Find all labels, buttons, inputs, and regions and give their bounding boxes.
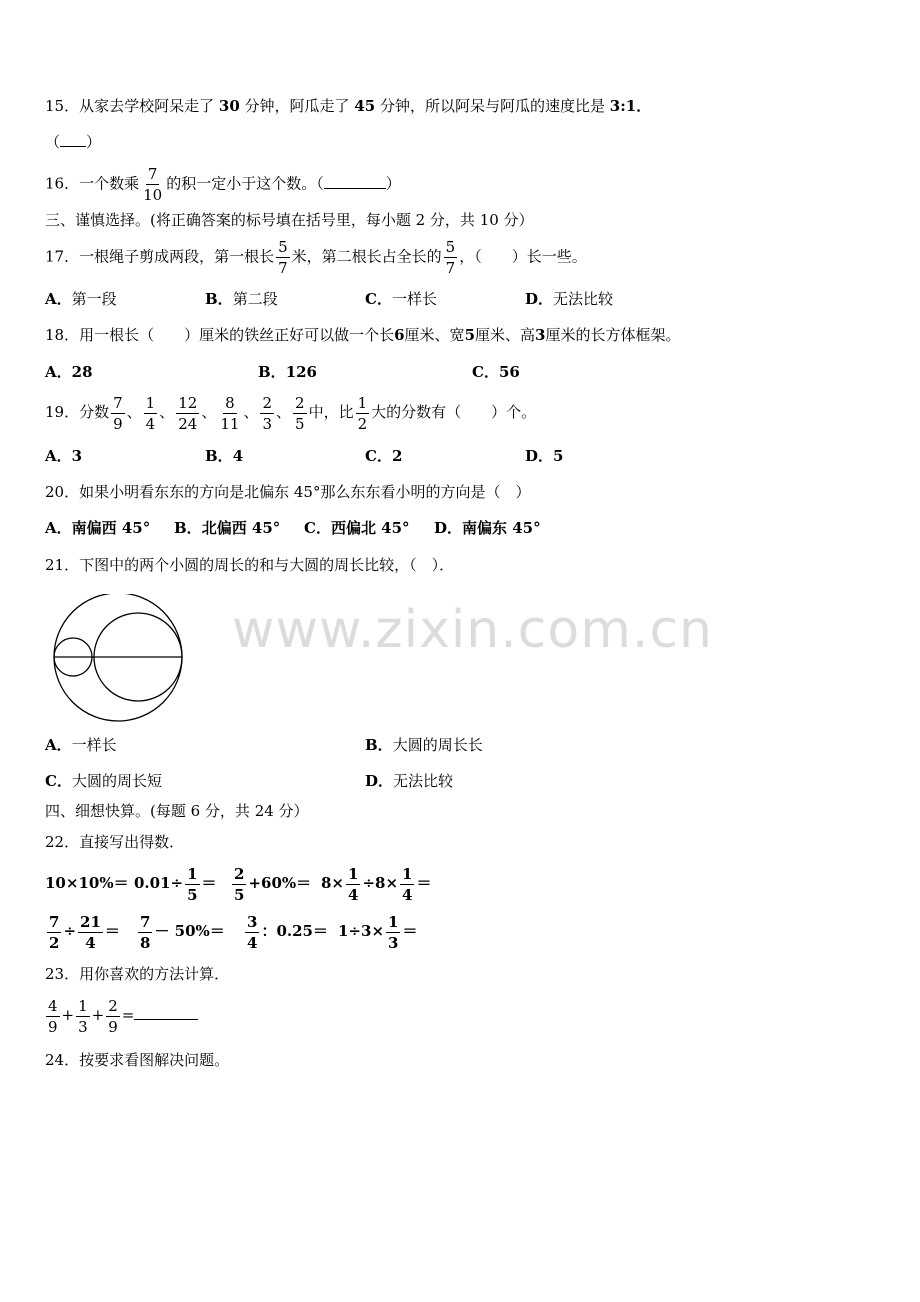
q19-half-num: 1 <box>357 393 368 412</box>
q21-option-c-key: C． <box>45 772 72 790</box>
q22-row1-expr-b <box>134 863 217 904</box>
q23-frac-3 <box>106 997 120 1036</box>
q22-r1-c-text: +60%＝ <box>248 874 312 892</box>
q20-option-c-key: C． <box>304 519 331 537</box>
q17-text-2: 米，第二根长占全长的 <box>291 247 442 266</box>
q22-r1-b-eq: ＝ <box>201 874 217 892</box>
q22-r1-d-frac-2 <box>400 865 414 904</box>
q16-text-1: 一个数乘 <box>79 174 140 193</box>
q17-option-c-text: 一样长 <box>391 290 437 308</box>
q17-option-a-key: A． <box>45 290 72 308</box>
q19-f4-num: 8 <box>225 393 235 412</box>
q22-row2-expr-b <box>136 911 225 952</box>
q19-fraction-4 <box>218 394 241 433</box>
q16-text-3: ） <box>385 174 401 193</box>
q17-f2-den: 7 <box>445 259 456 277</box>
q17-option-b-key: B． <box>205 290 233 308</box>
q23-f2-den: 3 <box>78 1017 88 1036</box>
q19-sep-3: 、 <box>201 403 217 421</box>
q17-option-c[interactable] <box>365 289 437 309</box>
q19-f6-den: 5 <box>295 414 305 433</box>
question-24 <box>45 1050 229 1070</box>
q19-fraction-half <box>356 394 370 433</box>
q21-option-a-key: A． <box>45 736 72 754</box>
q22-r2-a-den-2: 4 <box>85 933 96 952</box>
q23-f2-num: 1 <box>78 996 88 1015</box>
q19-f2-den: 4 <box>145 414 156 433</box>
q17-f1-num: 5 <box>278 238 288 256</box>
q22-r2-d-den: 3 <box>388 933 399 952</box>
q16-answer-blank[interactable] <box>324 174 386 189</box>
q23-expression <box>44 995 198 1036</box>
q22-r1-d-num-1: 1 <box>348 864 359 883</box>
q17-option-b-text: 第二段 <box>232 290 278 308</box>
q21-option-c[interactable] <box>45 771 162 791</box>
q18-option-a[interactable] <box>45 362 93 382</box>
q22-r2-d-eq: ＝ <box>402 922 418 940</box>
question-17 <box>45 238 587 277</box>
q22-r1-d-den-2: 4 <box>402 885 413 904</box>
q18-text-4: 厘米的长方体框架。 <box>545 326 681 344</box>
q15-num-30: 30 <box>218 97 240 115</box>
q17-number: 17． <box>45 247 80 266</box>
q21-option-b-text: 大圆的周长长 <box>392 736 483 754</box>
q18-option-b[interactable] <box>258 362 317 382</box>
q22-r1-d-frac-1 <box>346 865 360 904</box>
q15-paren-left: （ <box>45 133 61 151</box>
q19-option-d-key: D． <box>525 447 554 465</box>
q17-fraction-2 <box>444 238 458 277</box>
q20-option-b-key: B． <box>174 519 202 537</box>
q23-frac-2 <box>76 997 90 1036</box>
question-16 <box>45 165 401 204</box>
q19-sep-4: 、 <box>243 403 259 421</box>
q18-num-width: 5 <box>464 326 475 344</box>
q20-option-b-text: 北偏西 45° <box>201 519 281 537</box>
q22-r1-b-den: 5 <box>187 885 198 904</box>
q19-text-2: 中，比 <box>308 403 354 421</box>
q18-option-b-key: B． <box>258 363 286 381</box>
q21-option-b-key: B． <box>365 736 393 754</box>
q19-sep-2: 、 <box>159 403 175 421</box>
q18-option-a-text: 28 <box>71 363 93 381</box>
q22-r2-c-text: ：0.25＝ <box>261 922 328 940</box>
q21-option-a-text: 一样长 <box>71 736 117 754</box>
q20-option-c[interactable] <box>304 518 410 538</box>
q19-option-a-text: 3 <box>71 447 83 465</box>
q22-r2-d-text: 1÷3× <box>338 922 385 940</box>
q23-text-1: 用你喜欢的方法计算． <box>79 965 230 983</box>
q23-number: 23． <box>45 965 80 983</box>
q17-f1-den: 7 <box>278 259 288 277</box>
q15-text-1: 从家去学校阿呆走了 <box>79 97 215 115</box>
q20-option-a-text: 南偏西 45° <box>71 519 151 537</box>
q18-num-height: 3 <box>535 326 546 344</box>
q17-option-a[interactable] <box>45 289 117 309</box>
q19-f5-den: 3 <box>262 414 272 433</box>
q15-num-45: 45 <box>354 97 376 115</box>
q23-f3-num: 2 <box>108 996 118 1015</box>
q17-option-b[interactable] <box>205 289 278 309</box>
q20-option-c-text: 西偏北 45° <box>330 519 410 537</box>
q19-option-b[interactable] <box>205 446 243 466</box>
question-15 <box>45 96 651 116</box>
q22-r2-b-text: － 50%＝ <box>154 922 225 940</box>
q22-r1-d-text-2: ÷8× <box>362 874 399 892</box>
q21-number: 21． <box>45 556 80 574</box>
q19-option-c-key: C． <box>365 447 392 465</box>
q17-option-c-key: C． <box>365 290 392 308</box>
q19-f6-num: 2 <box>295 393 305 412</box>
q19-half-den: 2 <box>357 414 368 433</box>
q19-number: 19． <box>45 403 80 421</box>
q19-f4-den: 11 <box>220 414 240 433</box>
q19-text-3: 大的分数有（ ）个。 <box>371 403 537 421</box>
q22-r2-d-frac <box>386 913 400 952</box>
q15-end: ． <box>636 97 652 115</box>
q19-option-b-text: 4 <box>232 447 244 465</box>
q22-r2-a-op: ÷ <box>63 922 77 940</box>
q20-number: 20． <box>45 483 80 501</box>
q23-f1-den: 9 <box>48 1017 58 1036</box>
q22-r2-b-den: 8 <box>140 933 151 952</box>
q21-option-d[interactable] <box>365 771 453 791</box>
q16-frac-den: 10 <box>143 186 163 204</box>
q18-option-c[interactable] <box>472 362 520 382</box>
q21-option-b[interactable] <box>365 735 483 755</box>
q22-r1-b-frac <box>185 865 199 904</box>
q23-plus-2: + <box>91 1006 105 1024</box>
q18-text-2: 厘米、宽 <box>404 326 465 344</box>
q23-plus-1: + <box>61 1006 75 1024</box>
q19-fraction-5 <box>260 394 274 433</box>
q23-answer-blank[interactable] <box>134 1005 198 1020</box>
q20-option-d[interactable] <box>434 518 541 538</box>
q15-text-2: 分钟，阿瓜走了 <box>244 97 350 115</box>
q17-option-a-text: 第一段 <box>71 290 117 308</box>
q19-option-c[interactable] <box>365 446 402 466</box>
q22-r2-b-num: 7 <box>140 912 151 931</box>
q19-f2-num: 1 <box>145 393 156 412</box>
q19-option-c-text: 2 <box>391 447 403 465</box>
q23-frac-1 <box>46 997 60 1036</box>
q22-r2-a-frac-1 <box>47 913 61 952</box>
section-3-heading: 三、谨慎选择。(将正确答案的标号填在括号里，每小题 2 分，共 10 分） <box>45 211 534 229</box>
q19-fraction-3 <box>176 394 199 433</box>
q21-text-1: 下图中的两个小圆的周长的和与大圆的周长比较，（ ）． <box>79 556 455 574</box>
q19-f3-num: 12 <box>178 393 198 412</box>
q22-r1-d-eq: ＝ <box>416 874 432 892</box>
q22-r1-c-den: 5 <box>234 885 245 904</box>
q15-text-3: 分钟，所以阿呆与阿瓜的速度比是 <box>380 97 606 115</box>
q23-f3-den: 9 <box>108 1017 118 1036</box>
q18-number: 18． <box>45 326 80 344</box>
q22-r2-c-den: 4 <box>247 933 258 952</box>
q18-option-c-text: 56 <box>498 363 520 381</box>
q19-fraction-1 <box>111 394 125 433</box>
q22-r1-b-text: 0.01÷ <box>134 874 184 892</box>
q19-sep-5: 、 <box>276 403 292 421</box>
q22-row1-expr-c <box>230 863 311 904</box>
q16-text-2: 的积一定小于这个数。（ <box>166 174 324 193</box>
q20-option-a[interactable] <box>45 518 150 538</box>
q15-answer <box>45 132 101 152</box>
q15-ratio: 3:1 <box>609 97 637 115</box>
q24-text-1: 按要求看图解决问题。 <box>79 1051 230 1069</box>
q21-option-d-text: 无法比较 <box>393 772 454 790</box>
q22-r2-b-frac <box>138 913 152 952</box>
question-18 <box>45 325 680 345</box>
q18-text-1: 用一根长（ ）厘米的铁丝正好可以做一个长 <box>79 326 395 344</box>
q19-f1-den: 9 <box>113 414 123 433</box>
q20-option-d-key: D． <box>434 519 463 537</box>
q22-r2-a-num-1: 7 <box>49 912 60 931</box>
q21-option-d-key: D． <box>365 772 394 790</box>
q19-fraction-6 <box>293 394 307 433</box>
q22-r1-c-num: 2 <box>234 864 245 883</box>
q19-text-1: 分数 <box>79 403 110 421</box>
q22-r2-a-frac-2 <box>78 913 103 952</box>
q17-text-3: ，（ ）长一些。 <box>459 247 587 266</box>
q24-number: 24． <box>45 1051 80 1069</box>
q17-text-1: 一根绳子剪成两段，第一根长 <box>79 247 275 266</box>
q17-f2-num: 5 <box>445 238 456 256</box>
q19-option-b-key: B． <box>205 447 233 465</box>
q16-frac-num: 7 <box>147 165 158 183</box>
q22-r1-d-text-1: 8× <box>321 874 345 892</box>
q20-option-b[interactable] <box>174 518 280 538</box>
q18-option-b-text: 126 <box>285 363 317 381</box>
q18-text-3: 厘米、高 <box>475 326 536 344</box>
q22-row1-expr-d <box>321 863 431 904</box>
q22-row2-expr-d <box>338 911 417 952</box>
q18-num-length: 6 <box>394 326 405 344</box>
q22-text-1: 直接写出得数． <box>79 833 185 851</box>
q17-option-d-text: 无法比较 <box>553 290 614 308</box>
q15-number: 15． <box>45 97 80 115</box>
q21-option-c-text: 大圆的周长短 <box>71 772 162 790</box>
q23-f1-num: 4 <box>48 996 58 1015</box>
q22-r2-a-den-1: 2 <box>49 933 60 952</box>
q18-option-c-key: C． <box>472 363 499 381</box>
q22-number: 22． <box>45 833 80 851</box>
q15-paren-right: ） <box>86 133 102 151</box>
q22-r1-d-den-1: 4 <box>348 885 359 904</box>
q19-sep-1: 、 <box>126 403 142 421</box>
q20-option-a-key: A． <box>45 519 72 537</box>
q22-row1-expr-a <box>45 863 129 903</box>
q22-r1-c-frac <box>232 865 246 904</box>
q22-r1-a-text: 10×10%＝ <box>45 874 129 892</box>
q19-f3-den: 24 <box>178 414 198 433</box>
question-23 <box>45 964 229 984</box>
q22-r1-b-num: 1 <box>187 864 198 883</box>
q16-number: 16． <box>45 174 80 193</box>
q19-option-d-text: 5 <box>553 447 564 465</box>
q18-option-a-key: A． <box>45 363 72 381</box>
q22-r2-c-frac <box>245 913 259 952</box>
q17-option-d[interactable] <box>525 289 613 309</box>
q15-answer-blank[interactable] <box>60 132 86 147</box>
q19-option-a[interactable] <box>45 446 82 466</box>
q19-fraction-2 <box>144 394 158 433</box>
q19-f1-num: 7 <box>113 393 123 412</box>
question-19 <box>45 392 536 433</box>
q20-text-1: 如果小明看东东的方向是北偏东 45°那么东东看小明的方向是（ ） <box>79 483 531 501</box>
q22-r2-d-num: 1 <box>388 912 399 931</box>
q21-option-a[interactable] <box>45 735 117 755</box>
q20-option-d-text: 南偏东 45° <box>462 519 541 537</box>
q17-option-d-key: D． <box>525 290 554 308</box>
q16-fraction <box>141 165 164 204</box>
q19-f5-num: 2 <box>262 393 272 412</box>
q23-equals: = <box>121 1006 135 1024</box>
circles-figure <box>52 594 186 724</box>
q17-fraction-1 <box>276 238 290 277</box>
q22-row2-expr-c <box>243 911 328 952</box>
q22-r2-c-num: 3 <box>247 912 258 931</box>
question-20 <box>45 482 530 502</box>
q22-r1-d-num-2: 1 <box>402 864 413 883</box>
q22-row2-expr-a <box>45 911 120 952</box>
section-4-heading: 四、细想快算。(每题 6 分，共 24 分） <box>45 802 309 820</box>
question-22 <box>45 832 184 852</box>
q22-r2-a-eq: ＝ <box>104 922 120 940</box>
q19-option-d[interactable] <box>525 446 563 466</box>
q22-r2-a-num-2: 21 <box>80 912 101 931</box>
q19-option-a-key: A． <box>45 447 72 465</box>
question-21 <box>45 555 454 575</box>
watermark: www.zixin.com.cn <box>232 600 713 660</box>
